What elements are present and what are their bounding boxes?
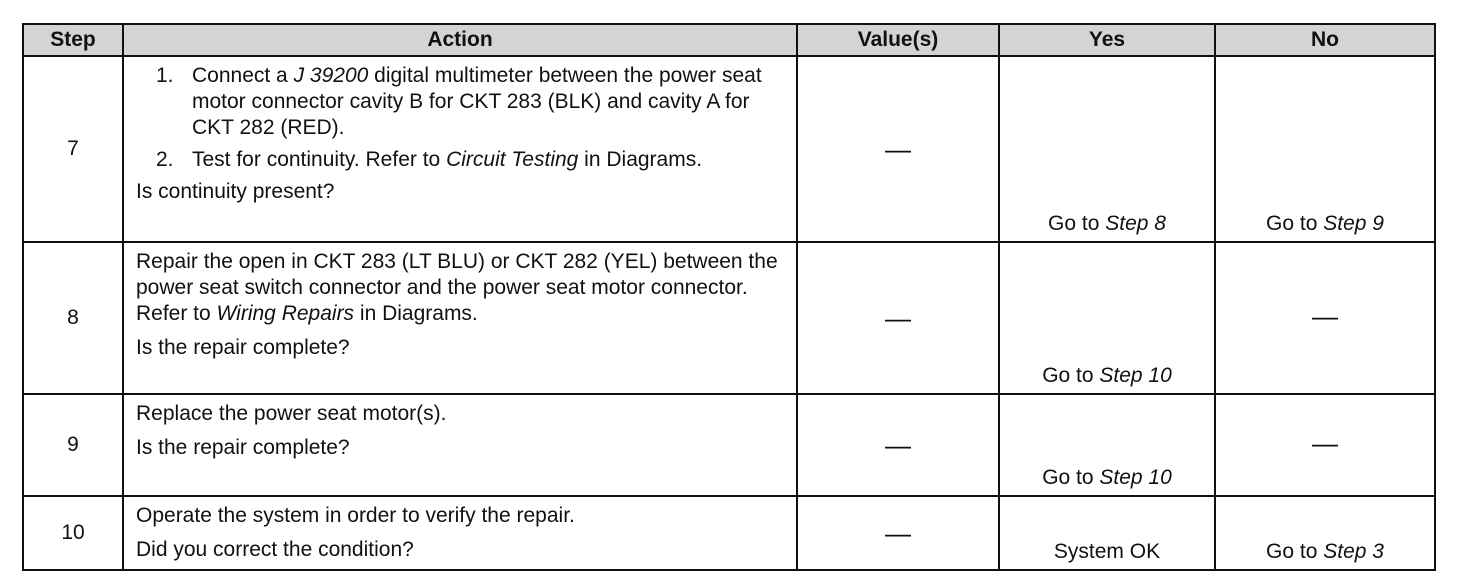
step-link[interactable]: Step 10 <box>1099 466 1172 489</box>
yes-cell[interactable] <box>999 242 1215 394</box>
step-link[interactable]: Step 9 <box>1323 212 1384 235</box>
action-text: Repair the open in CKT 283 (LT BLU) or CKT 282 (YEL) between the power seat switch connector and the power seat motor connector. Refer to <box>136 250 778 325</box>
action-step-item <box>156 63 786 141</box>
value-cell: — <box>797 496 999 570</box>
diagnostic-table <box>22 23 1436 571</box>
action-steps-list <box>136 63 786 173</box>
step-number: 7 <box>23 56 123 242</box>
reference-link[interactable]: Circuit Testing <box>446 148 579 171</box>
step-item-number: 1. <box>156 64 174 87</box>
step-number: 9 <box>23 394 123 496</box>
action-text: in Diagrams. <box>578 148 703 171</box>
yes-cell[interactable]: System OK <box>999 496 1215 570</box>
step-item-number: 2. <box>156 148 174 171</box>
table-row <box>23 394 1435 496</box>
question-text: Is the repair complete? <box>136 336 350 359</box>
yes-cell[interactable] <box>999 56 1215 242</box>
step-number: 8 <box>23 242 123 394</box>
table-row <box>23 56 1435 242</box>
action-paragraph: Operate the system in order to verify the repair. <box>136 504 575 527</box>
action-paragraph <box>136 249 786 327</box>
action-cell <box>123 56 797 242</box>
header-values: Value(s) <box>797 24 999 56</box>
question-text: Is continuity present? <box>136 180 335 203</box>
no-cell[interactable] <box>1215 56 1435 242</box>
action-text: in Diagrams. <box>354 302 478 325</box>
step-number: 10 <box>23 496 123 570</box>
action-text: Test for continuity. Refer to <box>192 148 447 171</box>
step-link[interactable]: Step 3 <box>1323 540 1384 563</box>
value-cell: — <box>797 394 999 496</box>
header-no: No <box>1215 24 1435 56</box>
no-text: Go to <box>1266 540 1324 563</box>
action-cell <box>123 496 797 570</box>
no-cell[interactable] <box>1215 496 1435 570</box>
question-text: Is the repair complete? <box>136 436 350 459</box>
yes-cell[interactable] <box>999 394 1215 496</box>
header-action: Action <box>123 24 797 56</box>
header-row <box>23 24 1435 56</box>
action-cell <box>123 242 797 394</box>
no-cell: — <box>1215 242 1435 394</box>
action-paragraph: Replace the power seat motor(s). <box>136 402 447 425</box>
step-link[interactable]: Step 10 <box>1099 364 1172 387</box>
step-link[interactable]: Step 8 <box>1105 212 1166 235</box>
action-text: Connect a <box>192 64 294 87</box>
action-cell <box>123 394 797 496</box>
yes-text: Go to <box>1042 364 1100 387</box>
header-step: Step <box>23 24 123 56</box>
reference-link[interactable]: Wiring Repairs <box>216 302 355 325</box>
value-cell: — <box>797 56 999 242</box>
no-cell: — <box>1215 394 1435 496</box>
action-step-item <box>156 147 786 173</box>
value-cell: — <box>797 242 999 394</box>
table-row <box>23 242 1435 394</box>
question-text: Did you correct the condition? <box>136 538 414 561</box>
no-text: Go to <box>1266 212 1324 235</box>
table-row <box>23 496 1435 570</box>
yes-text: Go to <box>1042 466 1100 489</box>
tool-reference: J 39200 <box>293 64 369 87</box>
header-yes: Yes <box>999 24 1215 56</box>
yes-text: Go to <box>1048 212 1106 235</box>
action-text: digital multimeter between the power seat motor connector cavity B for CKT 283 (BLK) and cavity A for CKT 282 (RED). <box>192 64 762 139</box>
